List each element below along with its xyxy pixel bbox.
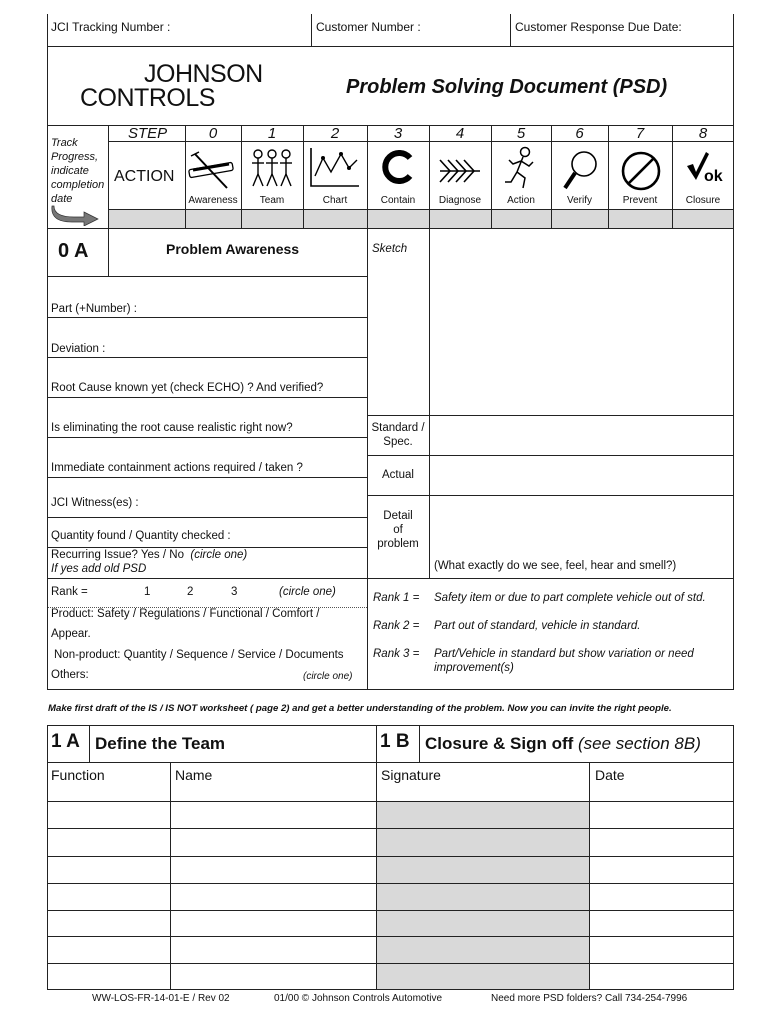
- magnifier-icon: [562, 148, 602, 192]
- rank-2-key: Rank 2 =: [373, 620, 420, 632]
- footer-copyright: 01/00 © Johnson Controls Automotive: [274, 993, 443, 1004]
- name-cell[interactable]: [171, 911, 376, 936]
- actual-label: Actual: [382, 469, 414, 481]
- signature-cell[interactable]: [377, 964, 589, 989]
- section-0a-id: 0 A: [58, 240, 89, 262]
- signature-cell[interactable]: [377, 884, 589, 910]
- team-icon: [250, 148, 294, 190]
- detail-label-3: problem: [377, 538, 419, 550]
- column-signature: Signature: [381, 767, 441, 783]
- section-1b-id: 1 B: [380, 731, 410, 752]
- function-cell[interactable]: [48, 911, 170, 936]
- column-date: Date: [595, 767, 625, 783]
- step-number: 1: [267, 125, 277, 142]
- step-caption: Action: [507, 195, 535, 206]
- rank-option-3[interactable]: 3: [231, 586, 238, 598]
- signature-cell[interactable]: [377, 802, 589, 828]
- rank-option-2[interactable]: 2: [187, 586, 194, 598]
- product-label: Product: Safety / Regulations / Functional / Comfort /: [51, 608, 320, 620]
- tracking-number-label: JCI Tracking Number :: [51, 20, 171, 34]
- document-title: Problem Solving Document (PSD): [346, 76, 668, 98]
- name-cell[interactable]: [171, 857, 376, 883]
- function-cell[interactable]: [48, 857, 170, 883]
- step-caption: Prevent: [622, 195, 658, 206]
- stop-icon: [183, 150, 239, 192]
- step-caption: Chart: [322, 195, 348, 206]
- date-cell[interactable]: [590, 964, 733, 989]
- old-psd-label: If yes add old PSD: [51, 563, 147, 575]
- customer-number-label: Customer Number :: [316, 20, 421, 34]
- rank-label: Rank =: [51, 586, 88, 598]
- function-cell[interactable]: [48, 802, 170, 828]
- others-label: Others:: [51, 669, 89, 681]
- detail-label-2: of: [393, 524, 403, 536]
- svg-text:ok: ok: [704, 168, 723, 184]
- sketch-label: Sketch: [372, 243, 408, 255]
- define-team-title: Define the Team: [95, 734, 226, 753]
- johnson-controls-logo: JOHNSON CONTROLS: [80, 60, 263, 112]
- column-name: Name: [175, 767, 213, 783]
- name-cell[interactable]: [171, 884, 376, 910]
- step-number: 7: [635, 125, 645, 142]
- step-completion-date-cell[interactable]: [609, 210, 672, 228]
- step-completion-date-cell[interactable]: [242, 210, 303, 228]
- detail-hint: (What exactly do we see, feel, hear and smell?): [434, 560, 677, 572]
- step-completion-date-cell[interactable]: [304, 210, 367, 228]
- step-number: 5: [516, 125, 526, 142]
- step-completion-date-cell[interactable]: [673, 210, 734, 228]
- date-cell[interactable]: [590, 802, 733, 828]
- date-cell[interactable]: [590, 857, 733, 883]
- function-cell[interactable]: [48, 937, 170, 963]
- standard-spec-label-1: Standard /: [371, 422, 425, 434]
- step-number: 8: [698, 125, 708, 142]
- name-cell[interactable]: [171, 937, 376, 963]
- rank-3-text: Part/Vehicle in standard but show variation or need: [434, 648, 694, 660]
- detail-label-1: Detail: [383, 510, 413, 522]
- step-number: 3: [393, 125, 403, 142]
- name-cell[interactable]: [171, 964, 376, 989]
- date-cell[interactable]: [590, 937, 733, 963]
- quantity-label: Quantity found / Quantity checked :: [51, 530, 231, 542]
- appear-label: Appear.: [51, 628, 91, 640]
- step-number: 0: [208, 125, 218, 142]
- witness-label: JCI Witness(es) :: [51, 497, 139, 509]
- rank-3-key: Rank 3 =: [373, 648, 420, 660]
- step-completion-date-cell[interactable]: [552, 210, 608, 228]
- footer-form-id: WW-LOS-FR-14-01-E / Rev 02: [92, 993, 230, 1004]
- recurring-issue-label: Recurring Issue? Yes / No (circle one): [51, 549, 248, 561]
- date-cell[interactable]: [590, 911, 733, 936]
- step-label: STEP: [128, 125, 168, 142]
- step-caption: Closure: [685, 195, 721, 206]
- date-cell[interactable]: [590, 884, 733, 910]
- rank-2-text: Part out of standard, vehicle in standard.: [434, 620, 641, 632]
- action-label: ACTION: [114, 168, 175, 185]
- function-cell[interactable]: [48, 964, 170, 989]
- date-cell[interactable]: [590, 829, 733, 856]
- part-number-label: Part (+Number) :: [51, 303, 137, 315]
- containment-label: Immediate containment actions required / taken ?: [51, 462, 303, 474]
- closure-signoff-title: Closure & Sign off (see section 8B): [425, 734, 701, 753]
- step-caption: Awareness: [188, 195, 238, 206]
- section-1a-id: 1 A: [51, 731, 80, 752]
- signature-cell[interactable]: [377, 937, 589, 963]
- rank-option-1[interactable]: 1: [144, 586, 151, 598]
- column-function: Function: [51, 767, 105, 783]
- step-number: 2: [330, 125, 340, 142]
- step-number: 4: [455, 125, 465, 142]
- step-number: 6: [575, 125, 584, 142]
- response-due-date-label: Customer Response Due Date:: [515, 20, 682, 34]
- step-completion-date-cell[interactable]: [186, 210, 241, 228]
- step-completion-date-cell[interactable]: [492, 210, 551, 228]
- signature-cell[interactable]: [377, 829, 589, 856]
- chart-icon: [307, 146, 361, 190]
- rank-3-text-cont: improvement(s): [434, 662, 514, 674]
- name-cell[interactable]: [171, 802, 376, 828]
- check-ok-icon: [684, 150, 724, 184]
- root-cause-label: Root Cause known yet (check ECHO) ? And verified?: [51, 382, 324, 394]
- arrows-icon: [438, 158, 482, 184]
- signature-cell[interactable]: [377, 911, 589, 936]
- step-caption: Verify: [566, 195, 592, 206]
- curved-arrow-icon: [50, 204, 102, 226]
- rank-circle-one: (circle one): [279, 586, 336, 598]
- standard-spec-label-2: Spec.: [383, 436, 413, 448]
- instruction-text: Make first draft of the IS / IS NOT worksheet ( page 2) and get a better understanding of the problem. Now you can invite the right people.: [48, 703, 672, 714]
- nonproduct-label: Non-product: Quantity / Sequence / Service / Documents: [54, 649, 344, 661]
- runner-icon: [503, 146, 537, 192]
- function-cell[interactable]: [48, 884, 170, 910]
- rank-1-text: Safety item or due to part complete vehicle out of std.: [434, 592, 706, 604]
- problem-awareness-title: Problem Awareness: [166, 241, 300, 257]
- footer-more-folders: Need more PSD folders? Call 734-254-7996: [491, 993, 688, 1004]
- deviation-label: Deviation :: [51, 343, 106, 355]
- step-completion-date-cell[interactable]: [430, 210, 491, 228]
- others-circle-one: (circle one): [303, 671, 353, 682]
- step-completion-date-cell[interactable]: [368, 210, 429, 228]
- step-caption: Team: [259, 195, 285, 206]
- function-cell[interactable]: [48, 829, 170, 856]
- signature-cell[interactable]: [377, 857, 589, 883]
- step-caption: Contain: [380, 195, 416, 206]
- name-cell[interactable]: [171, 829, 376, 856]
- prohibit-icon: [620, 150, 662, 192]
- rank-1-key: Rank 1 =: [373, 592, 420, 604]
- step-caption: Diagnose: [438, 195, 482, 206]
- eliminate-root-cause-label: Is eliminating the root cause realistic right now?: [51, 422, 293, 434]
- contain-icon: [382, 150, 416, 184]
